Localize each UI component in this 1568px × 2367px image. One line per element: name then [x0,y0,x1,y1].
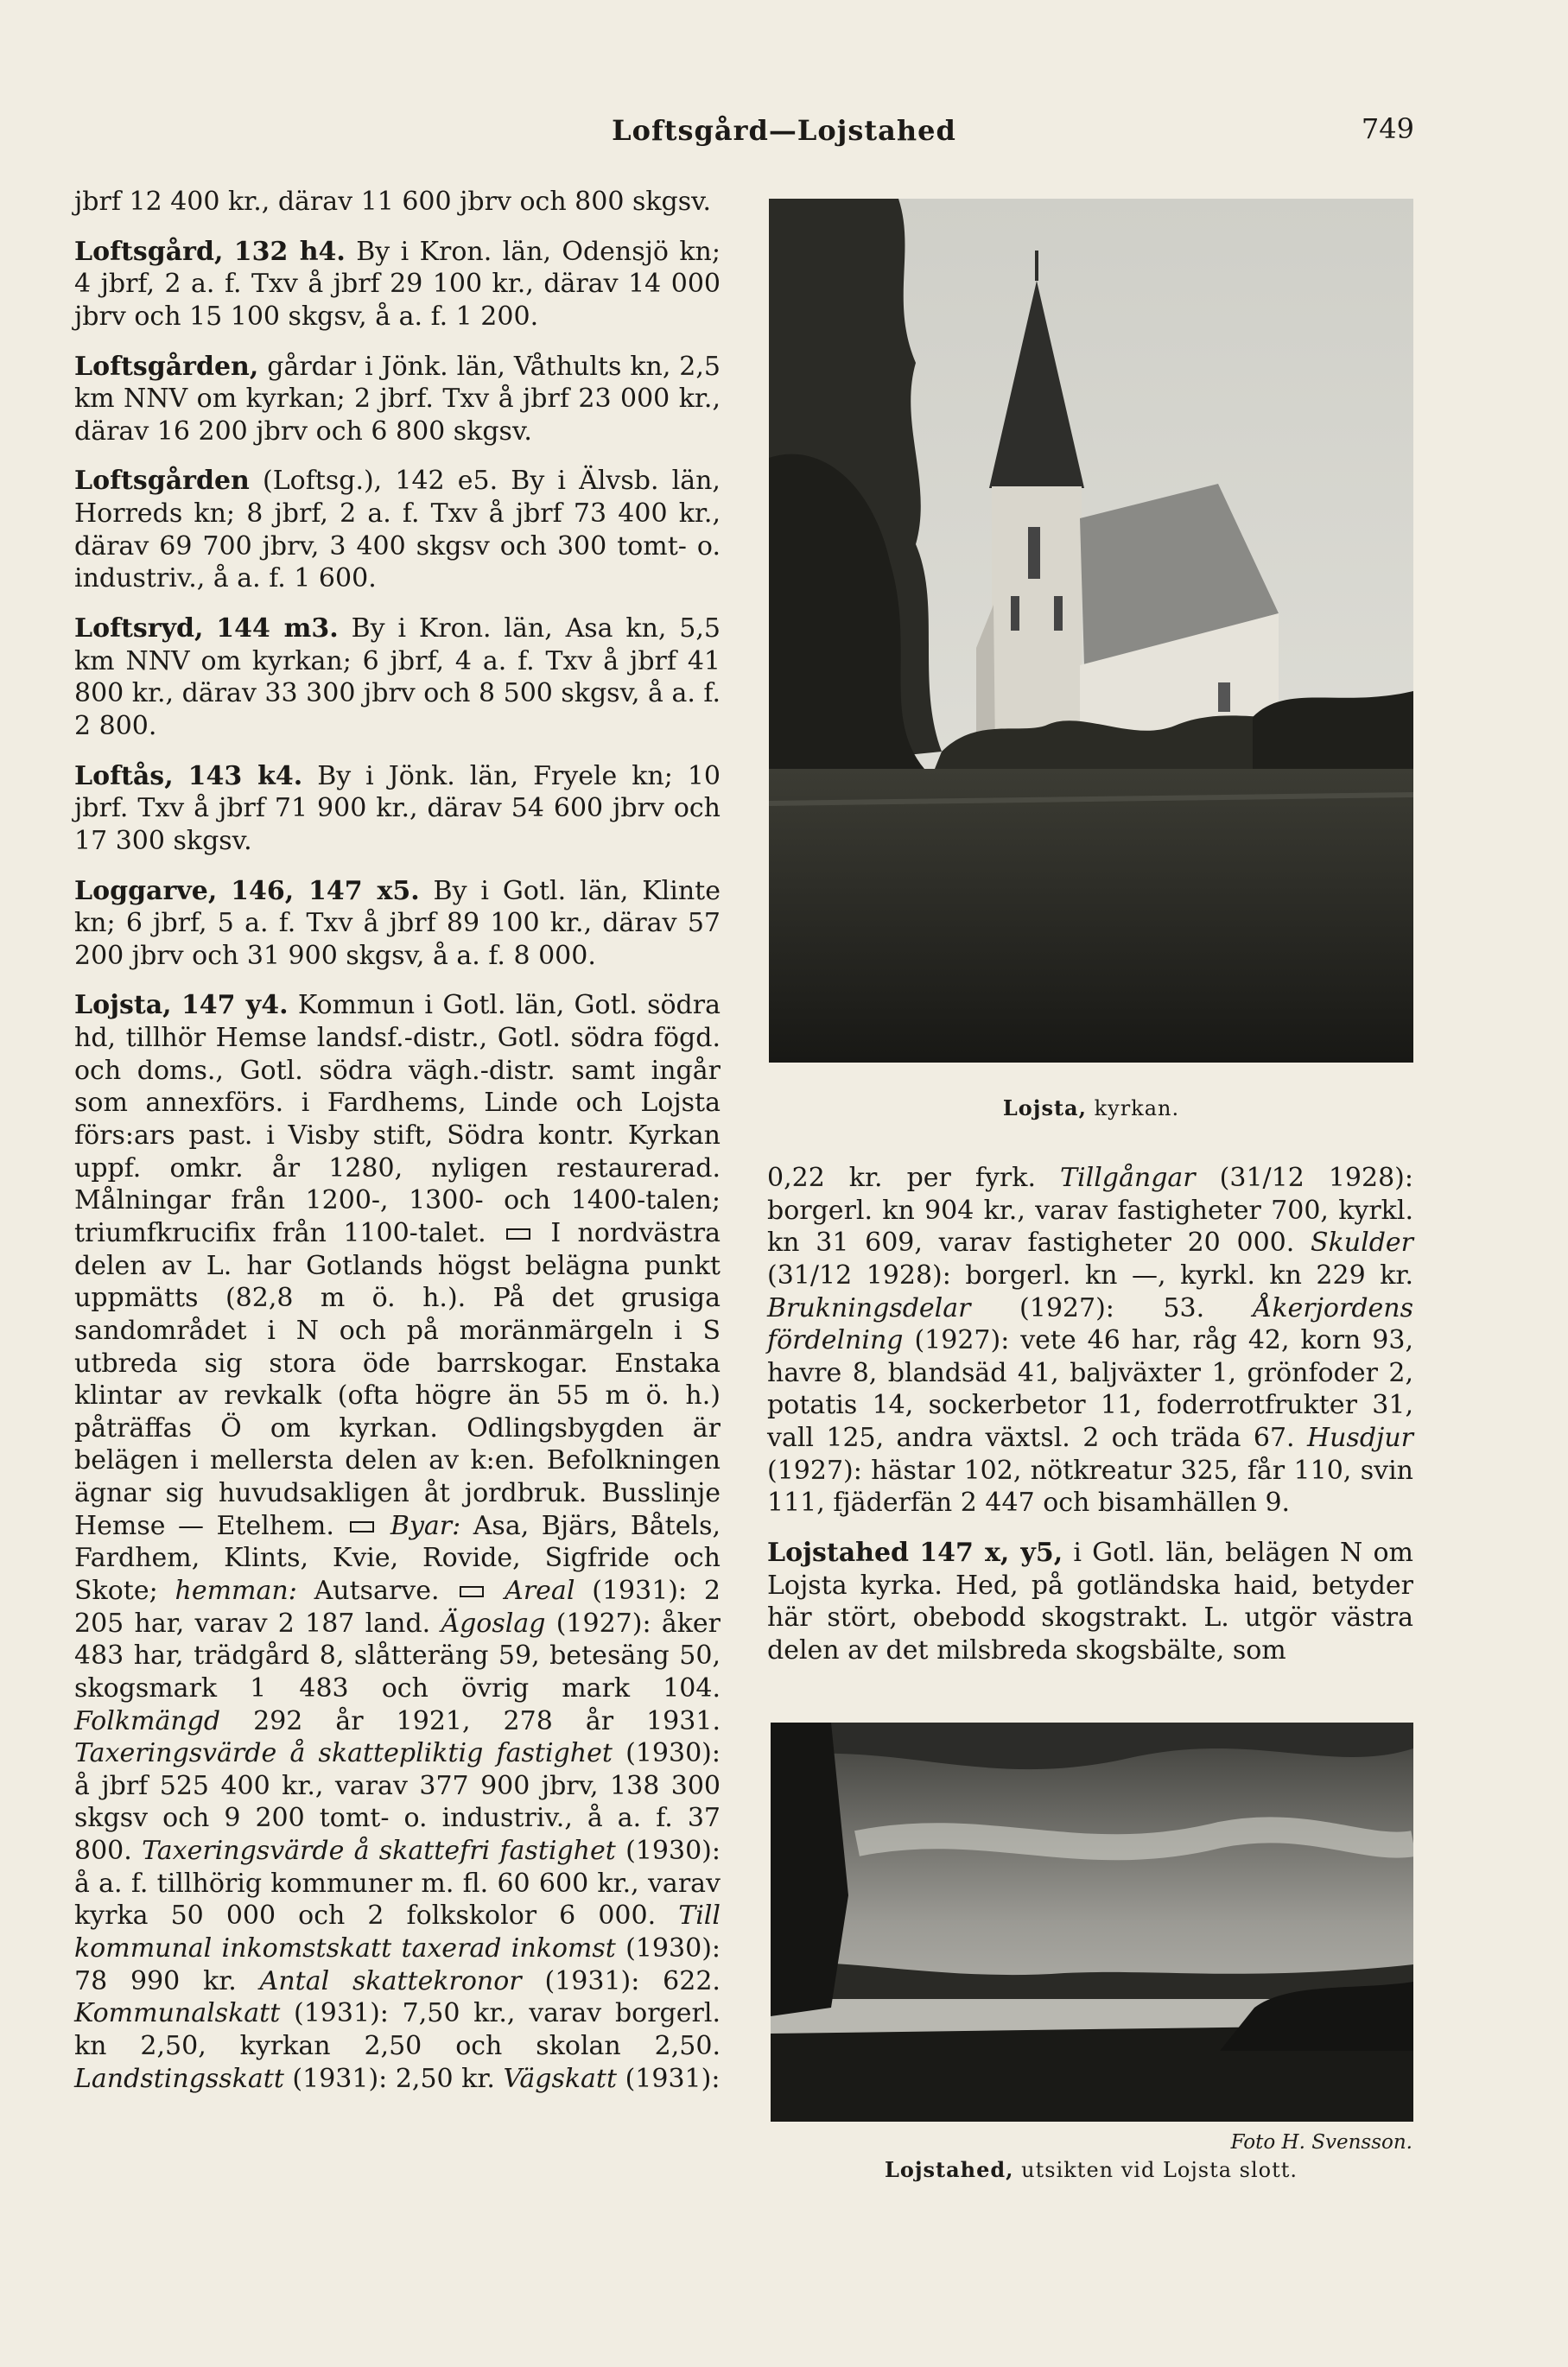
church-photo-caption: Lojsta, kyrkan. [1002,1095,1180,1120]
entry-loftas: Loftås, 143 k4. By i Jönk. län, Fryele kn; 10 jbrf. Txv å jbrf 71 900 kr., därav 54 600 jbrv och 17 300 skgsv. [74,760,721,856]
entry-loftsryd: Loftsryd, 144 m3. By i Kron. län, Asa kn, 5,5 km NNV om kyrkan; 6 jbrf, 4 a. f. Txv å jbrf 41 800 kr., därav 33 300 jbrv och 8 500 skgsv, å a. f. 2 800. [74,613,721,741]
page-number: 749 [1361,112,1414,145]
entry-lojsta-continued: 0,22 kr. per fyrk. Tillgångar (31/12 1928): borgerl. kn 904 kr., varav fastigheter 700, kyrkl. kn 31 609, varav fastigheter 20 000. Skulder (31/12 1928): borgerl. kn —, kyrkl. kn 229 kr. Brukningsdelar (1927): 53. Åkerjordens fördelning (1927): vete 46 har, råg 42, korn 93, havre 8, blandsäd 41, baljväxter 1, grönfoder 2, potatis 14, sockerbetor 11, foderrotfrukter 31, vall 125, andra växtsl. 2 och träda 67. Husdjur (1927): hästar 102, nötkreatur 325, får 110, svin 111, fjäderfän 2 447 och bisamhällen 9. [767,1163,1414,1519]
page-header-title: Loftsgård—Lojstahed [612,114,956,147]
entry-loftsgarden-1: Loftsgården, gårdar i Jönk. län, Våthults kn, 2,5 km NNV om kyrkan; 2 jbrf. Txv å jbrf 23 000 kr., därav 16 200 jbrv och 6 800 skgsv. [74,351,721,447]
entry-lojsta: Lojsta, 147 y4. Kommun i Gotl. län, Gotl. södra hd, tillhör Hemse landsf.-distr., Gotl. södra fögd. och doms., Gotl. södra vägh.-distr. samt ingår som annexförs. i Fardhems, Linde och Lojsta förs:ars past. i Visby stift, Södra kontr. Kyrkan uppf. omkr. år 1280, nyligen restaurerad. Målningar från 1200-, 1300- och 1400-talen; triumfkrucifix från 1100-talet. I nordvästra delen av L. har Gotlands högst belägna punkt uppmätts (82,8 m ö. h.). På det grusiga sandområdet i N och på moränmärgeln i S utbreda sig stora öde barrskogar. Enstaka klintar av revkalk (ofta högre än 55 m ö. h.) påträffas Ö om kyrkan. Odlingsbygden är belägen i mellersta delen av k:en. Befolkningen ägnar sig huvudsakligen åt jordbruk. Busslinje Hemse — Etelhem. Byar: Asa, Bjärs, Båtels, Fardhem, Klints, Kvie, Rovide, Sigfride och Skote; hemman: Autsarve. Areal (1931): 2 205 har, varav 2 187 land. Ägoslag (1927): åker 483 har, trädgård 8, slåtteräng 59, betesäng 50, skogsmark 1 483 och övrig mark 104. Folkmängd 292 år 1921, 278 år 1931. Taxeringsvärde å skattepliktig fastighet (1930): å jbrf 525 400 kr., varav 377 900 jbrv, 138 300 skgsv och 9 200 tomt- o. industriv., å a. f. 37 800. Taxeringsvärde å skattefri fastighet (1930): å a. f. tillhörig kommuner m. fl. 60 600 kr., varav kyrka 50 000 och 2 folkskolor 6 000. Till kommunal inkomstskatt taxerad inkomst (1930): 78 990 kr. Antal skattekronor (1931): 622. Kommunalskatt (1931): 7,50 kr., varav borgerl. kn 2,50, kyrkan 2,50 och skolan 2,50. Landstingsskatt (1931): 2,50 kr. Vägskatt (1931): [74,990,721,2094]
entry-lojstahed: Lojstahed 147 x, y5, i Gotl. län, belägen N om Lojsta kyrka. Hed, på gotländska haid, betyder här stört, obebodd skogstrakt. L. utgör västra delen av det milsbreda skogsbälte, som [767,1538,1413,1666]
lake-photo-caption: Lojstahed, utsikten vid Lojsta slott. [884,2157,1298,2182]
church-photo [769,199,1413,1063]
lake-photo [771,1723,1413,2122]
right-column [767,1162,1413,1685]
lake-photo-image [771,1723,1413,2122]
paragraph-symbol-icon [350,1521,374,1533]
entry-loftsgard: Loftsgård, 132 h4. By i Kron. län, Odensjö kn; 4 jbrf, 2 a. f. Txv å jbrf 29 100 kr., därav 14 000 jbrv och 15 100 skgsv, å a. f. 1 200. [74,236,721,332]
paragraph-symbol-icon [460,1586,484,1597]
entry-loggarve: Loggarve, 146, 147 x5. By i Gotl. län, Klinte kn; 6 jbrf, 5 a. f. Txv å jbrf 89 100 kr., därav 57 200 jbrv och 31 900 skgsv, å a. f. 8 000. [74,875,721,971]
paragraph-symbol-icon [506,1228,530,1240]
entry-loftsgarden-2: Loftsgården (Loftsg.), 142 e5. By i Älvsb. län, Horreds kn; 8 jbrf, 2 a. f. Txv å jbrf 73 400 kr., därav 69 700 jbrv, 3 400 skgsv och 300 tomt- o. industriv., å a. f. 1 600. [74,466,721,594]
church-photo-image [769,199,1413,1063]
photo-credit: Foto H. Svensson. [1230,2131,1412,2154]
entry-continuation: jbrf 12 400 kr., därav 11 600 jbrv och 800 skgsv. [74,187,712,217]
left-column [74,186,721,2112]
